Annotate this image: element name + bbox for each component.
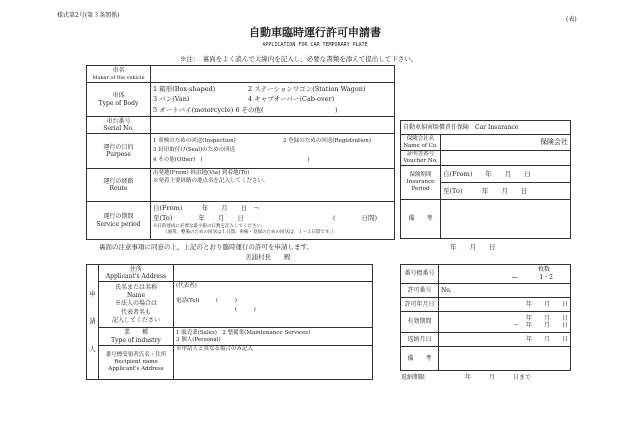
insurance-from-field[interactable]: 自(From) 年 月 日 [441,165,571,182]
office-remarks-label: 備 考 [401,347,439,371]
return-deadline-field[interactable]: 年 月 日まで [465,374,532,381]
applicant-table [86,264,373,380]
form-number: 様式第2号(第３条関係) [57,12,120,19]
insurance-company-field[interactable]: 保険会社 [441,135,571,151]
body-type-label: 車体 Type of Body [87,83,151,117]
route-label: 運行の経路 Route [87,169,151,202]
insurance-period-label: 保険期間 Insurance Period [401,165,441,199]
page-subtitle: APPLICATION FOR CAR TEMPORARY PLATE [262,42,368,48]
route-field[interactable]: 出発地(From) 経由地(Via) 到着地(To) ※発着主要経路の地点名を記入してください。 [151,169,395,202]
valid-period-label: 有効期間 [401,312,439,333]
insurance-remarks-field[interactable] [441,199,571,238]
page-side-label: (表) [566,16,577,23]
return-date-label: 返納月日 [401,333,439,347]
name-field[interactable]: (代表者) 電話(Tel) ( ) ( ) [174,282,373,328]
insurance-company-label: 保険会社名 Name of Co. [401,135,441,151]
car-name-label: 車名 Maker of the vehicle [87,66,151,83]
insurance-header: 自動車損害賠償責任保険 Car Insurance [401,121,571,135]
voucher-label: 証明書番号 Voucher No. [401,151,441,166]
return-deadline-label: 返納期限 [401,374,426,381]
purpose-label: 運行の目的 Purpose [87,134,151,169]
permit-date-field[interactable]: 年 月 日 [439,298,571,312]
body-type-options[interactable]: 1 箱形(Box-shaped) 2 ステーションワゴン(Station Wagon) 3 バン(Van) 4 キャブオーバー(Cab-over) 5 オートバイ(motorcycle) 6 その他( ) [151,83,395,117]
agreement-text: 裏面の注意事項に同意の上、上記のとおり臨時運行の許可を申請します。 [99,243,313,251]
address-label: 住所 Applicant's Address [99,265,174,282]
count-value: 1・2 [539,274,553,281]
vehicle-table [86,65,395,240]
serial-label: 車台番号 Serial No. [87,117,151,134]
valid-period-field[interactable]: 年 月 日 ～ 年 月 日 [439,312,571,333]
count-label: 枚数 [537,266,550,273]
name-label: 氏名または名称 Name ※法人の場合は 代表者名も 記入してください [99,282,174,328]
period-label: 運行の期間 Service period [87,202,151,240]
return-date-field[interactable]: 年 月 日 [439,333,571,347]
instruction-note: ※注： 裏面をよく読んで太線内を記入し、必要な書類を添えて提出して下さい。 [180,55,418,63]
purpose-options[interactable]: 1 車検のための回送(Inspection) 2 登録のための回送(Registration) 3 封印取付け(Seal)のための回送 4 その他(Other) ( ) [151,134,395,169]
address-field[interactable] [174,265,373,282]
insurance-table [400,120,571,239]
permit-number-field[interactable]: No. [439,284,571,298]
recipient-field[interactable]: ※申請人と異なる場合のみ記入 [174,346,373,380]
period-field[interactable]: 自(From) 年 月 日 ～ 至(To) 年 月 日 ( 日間) ※日的達成に必要な最小限の日数を記入してください。 （通常、整備のための回送は１日間、車検・登録のための回送は、１～２日間です。） [151,202,395,240]
dash-mark: ― [512,274,518,281]
plate-number-field[interactable] [439,265,571,284]
applicant-side-label: 申 請 人 [87,265,99,380]
serial-field[interactable] [151,117,395,134]
plate-number-label: 番号標番号 [401,265,439,284]
industry-label: 業 種 Type of industry [99,328,174,346]
page-title: 自動車臨時運行許可申請書 [249,26,381,39]
permit-number-label: 許可番号 [401,284,439,298]
permit-date-label: 許可年月日 [401,298,439,312]
industry-options[interactable]: 1 販売業(Sales) 2 整備業(Maintenance Services) 3 個人(Personal) [174,328,373,346]
insurance-remarks-label: 備 考 [401,199,441,238]
office-table [400,264,571,371]
voucher-field[interactable] [441,151,571,166]
recipient-label: 番号標受領者氏名・住所 Recipient name Applicant's Address [99,346,174,380]
office-remarks-field[interactable] [439,347,571,371]
addressee: 美浦村長 殿 [245,253,291,261]
application-date[interactable]: 年 月 日 [450,243,496,251]
car-name-field[interactable] [151,66,395,83]
insurance-to-field[interactable]: 至(To) 年 月 日 [441,182,571,199]
